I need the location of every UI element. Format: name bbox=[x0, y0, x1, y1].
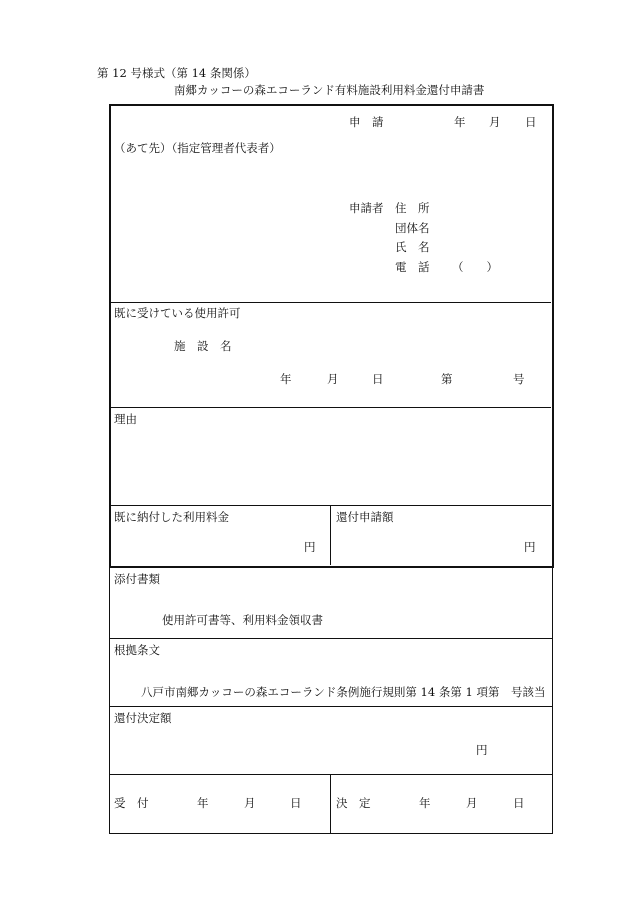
form-number: 第 12 号様式（第 14 条関係） bbox=[97, 66, 256, 80]
divider-decision-amount bbox=[109, 706, 552, 707]
divider-receipt-vertical bbox=[330, 775, 331, 833]
divider-reason bbox=[110, 407, 551, 408]
receipt-day-field[interactable]: 日 bbox=[290, 796, 302, 810]
permit-number-suffix: 号 bbox=[513, 372, 525, 386]
decision-day-field[interactable]: 日 bbox=[513, 796, 525, 810]
receipt-month-field[interactable]: 月 bbox=[244, 796, 256, 810]
permit-year-field[interactable]: 年 bbox=[280, 372, 292, 386]
basis-content: 八戸市南郷カッコーの森エコーランド条例施行規則第 14 条第 1 項第 号該当 bbox=[141, 685, 546, 699]
application-month-field[interactable]: 月 bbox=[489, 115, 501, 129]
addressee-label: （あて先）（指定管理者代表者） bbox=[114, 141, 281, 155]
applicant-section-box bbox=[109, 104, 554, 568]
divider-fees-vertical bbox=[330, 506, 331, 565]
basis-heading: 根拠条文 bbox=[114, 643, 160, 657]
paid-fee-unit: 円 bbox=[304, 540, 316, 554]
receipt-year-field[interactable]: 年 bbox=[197, 796, 209, 810]
existing-permit-heading: 既に受けている使用許可 bbox=[114, 306, 241, 320]
decision-month-field[interactable]: 月 bbox=[466, 796, 478, 810]
name-field-label: 氏 名 bbox=[395, 240, 430, 254]
receipt-label: 受 付 bbox=[114, 796, 149, 810]
attachments-content: 使用許可書等、利用料金領収書 bbox=[162, 613, 323, 627]
paid-fee-heading: 既に納付した利用料金 bbox=[114, 510, 229, 524]
attachments-heading: 添付書類 bbox=[114, 572, 160, 586]
applicant-label: 申請者 bbox=[349, 201, 384, 215]
permit-month-field[interactable]: 月 bbox=[327, 372, 339, 386]
application-year-field[interactable]: 年 bbox=[454, 115, 466, 129]
decision-amount-heading: 還付決定額 bbox=[114, 711, 172, 725]
form-title: 南郷カッコーの森エコーランド有料施設利用料金還付申請書 bbox=[174, 83, 485, 97]
application-day-field[interactable]: 日 bbox=[525, 115, 537, 129]
facility-name-label: 施 設 名 bbox=[174, 339, 232, 353]
decision-amount-unit: 円 bbox=[476, 743, 488, 757]
divider-basis bbox=[109, 638, 552, 639]
decision-year-field[interactable]: 年 bbox=[419, 796, 431, 810]
application-date-label: 申 請 bbox=[349, 115, 384, 129]
address-field-label: 住 所 bbox=[395, 201, 430, 215]
permit-number-prefix: 第 bbox=[441, 372, 453, 386]
reason-heading: 理由 bbox=[114, 412, 137, 426]
refund-request-unit: 円 bbox=[524, 540, 536, 554]
permit-day-field[interactable]: 日 bbox=[372, 372, 384, 386]
phone-field-label: 電 話 bbox=[395, 260, 430, 274]
phone-parentheses[interactable]: （ ） bbox=[452, 260, 498, 274]
decision-label: 決 定 bbox=[336, 796, 371, 810]
refund-request-heading: 還付申請額 bbox=[336, 510, 394, 524]
group-field-label: 団体名 bbox=[395, 221, 430, 235]
divider-permit bbox=[110, 302, 551, 303]
office-use-section-box bbox=[109, 566, 553, 834]
